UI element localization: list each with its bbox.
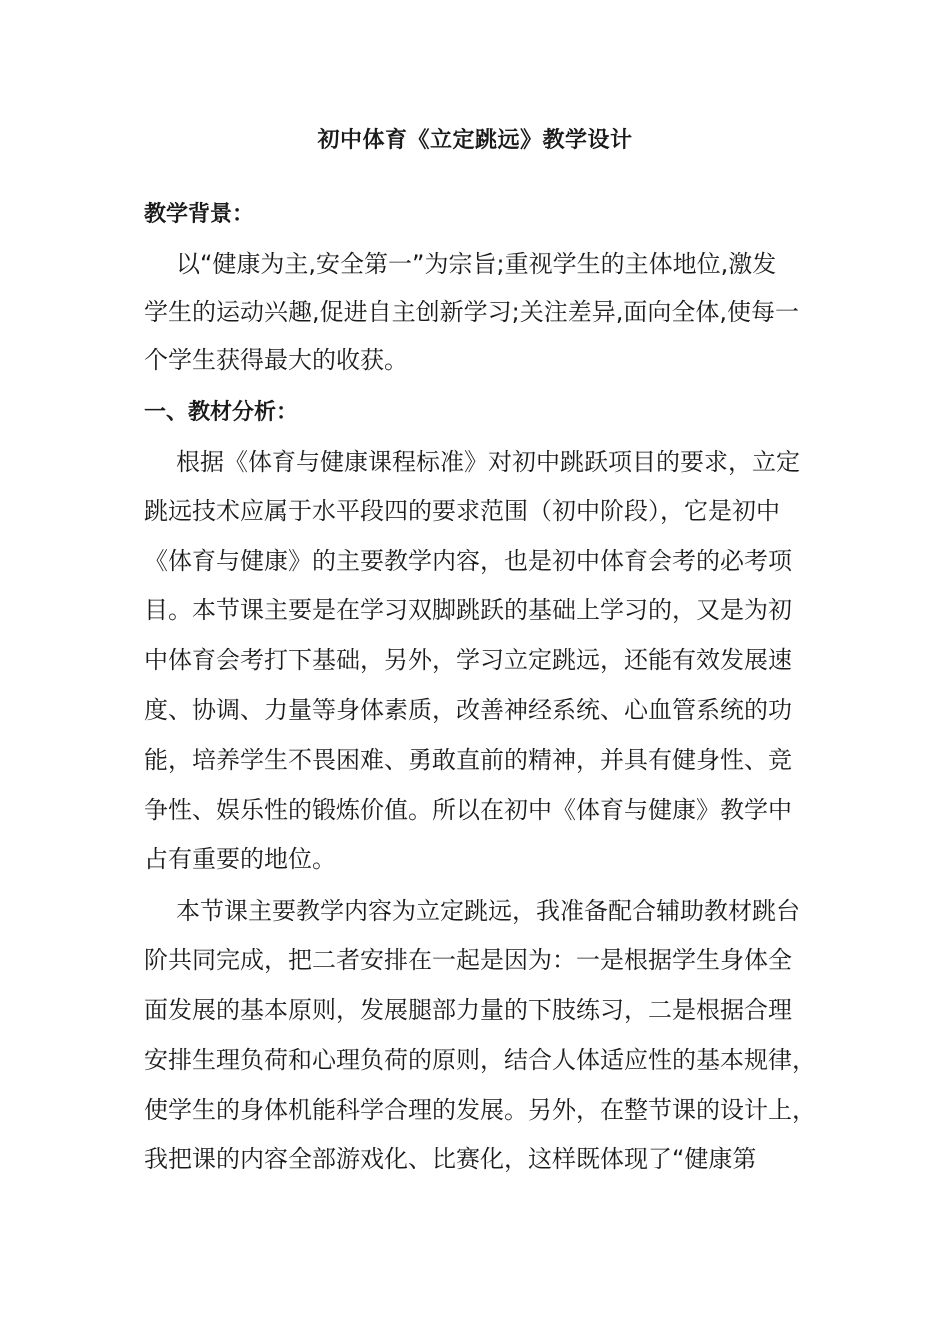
paragraph-line: 学生的运动兴趣,促进自主创新学习;关注差异,面向全体,使每一 bbox=[144, 298, 799, 326]
paragraph-line: 本节课主要教学内容为立定跳远，我准备配合辅助教材跳台 bbox=[176, 897, 800, 925]
paragraph-line: 争性、娱乐性的锻炼价值。所以在初中《体育与健康》教学中 bbox=[144, 796, 792, 824]
section-heading-background: 教学背景： bbox=[144, 202, 255, 227]
paragraph-line: 以“健康为主,安全第一”为宗旨;重视学生的主体地位,激发 bbox=[176, 250, 777, 278]
paragraph-line: 能，培养学生不畏困难、勇敢直前的精神，并具有健身性、竞 bbox=[144, 746, 792, 774]
paragraph-line: 跳远技术应属于水平段四的要求范围（初中阶段），它是初中 bbox=[144, 497, 780, 525]
paragraph-line: 个学生获得最大的收获。 bbox=[144, 346, 408, 374]
section-heading-material-analysis: 一、教材分析： bbox=[144, 400, 299, 425]
document-title: 初中体育《立定跳远》教学设计 bbox=[317, 128, 633, 153]
paragraph-line: 我把课的内容全部游戏化、比赛化，这样既体现了“健康第 bbox=[144, 1145, 757, 1173]
paragraph-line: 中体育会考打下基础，另外，学习立定跳远，还能有效发展速 bbox=[144, 646, 792, 674]
paragraph-line: 阶共同完成，把二者安排在一起是因为：一是根据学生身体全 bbox=[144, 946, 792, 974]
paragraph-line: 根据《体育与健康课程标准》对初中跳跃项目的要求，立定 bbox=[176, 448, 800, 476]
paragraph-line: 《体育与健康》的主要教学内容，也是初中体育会考的必考项 bbox=[144, 547, 792, 575]
paragraph-line: 目。本节课主要是在学习双脚跳跃的基础上学习的，又是为初 bbox=[144, 596, 792, 624]
paragraph-line: 安排生理负荷和心理负荷的原则，结合人体适应性的基本规律， bbox=[144, 1046, 816, 1074]
paragraph-line: 使学生的身体机能科学合理的发展。另外，在整节课的设计上， bbox=[144, 1096, 816, 1124]
paragraph-line: 度、协调、力量等身体素质，改善神经系统、心血管系统的功 bbox=[144, 696, 792, 724]
paragraph-line: 占有重要的地位。 bbox=[144, 845, 336, 873]
paragraph-line: 面发展的基本原则，发展腿部力量的下肢练习，二是根据合理 bbox=[144, 996, 792, 1024]
